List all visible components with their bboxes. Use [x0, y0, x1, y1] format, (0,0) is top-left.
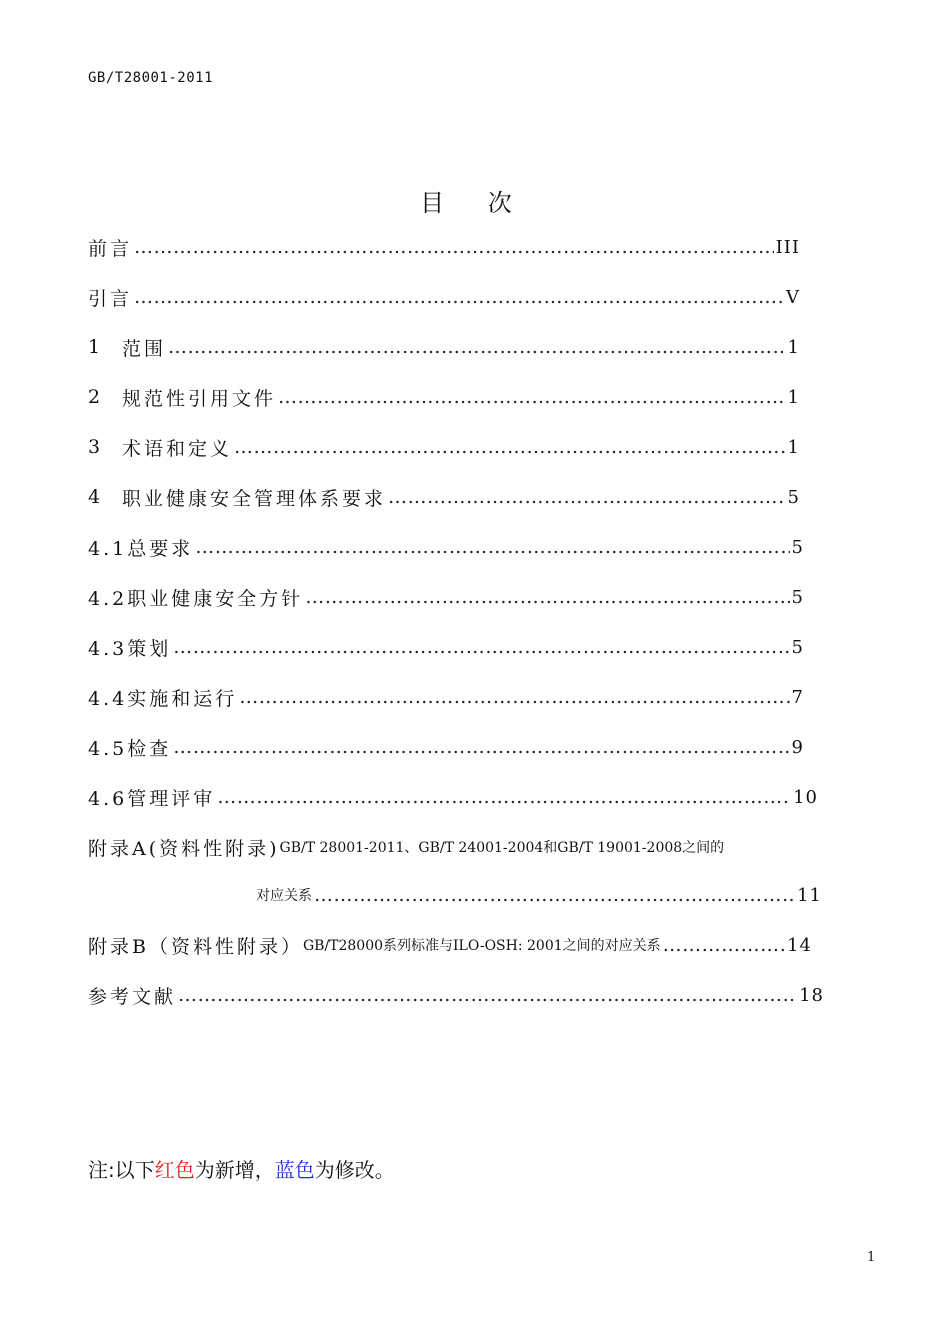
toc-entry-normative-references[interactable]: 2 规范性引用文件 ………………………………………………………………………………………………………………………………………………………………………………………… 1: [88, 380, 800, 414]
dot-leader: [305, 586, 789, 608]
toc-section-number: 2: [88, 386, 101, 408]
toc-section-number: 4: [88, 486, 101, 508]
dot-leader: [663, 934, 785, 956]
toc-section-number: 1: [88, 336, 101, 358]
toc-entry-scope[interactable]: 1 范围 ………………………………………………………………………………………………………………………………………………………………………………………… 1: [88, 330, 800, 364]
toc-entry-ohsms-requirements[interactable]: 4 职业健康安全管理体系要求 ………………………………………………………………………………………………………………………………………………………………………………………… 5: [88, 480, 800, 514]
toc-entry-introduction[interactable]: 引言 ………………………………………………………………………………………………………………………………………………………………………………………… V: [88, 280, 800, 314]
dot-leader: [168, 336, 786, 358]
dot-leader: [134, 286, 784, 308]
toc-page-number: 14: [787, 934, 812, 956]
toc-page-number: 18: [799, 984, 824, 1006]
toc-entry-4-3[interactable]: 4.3策划 ………………………………………………………………………………………………………………………………………………………………………………………… 5: [88, 630, 804, 664]
dot-leader: [388, 486, 786, 508]
page-number: 1: [867, 1250, 876, 1265]
toc-page-number: 10: [793, 786, 818, 808]
dot-leader: [314, 884, 795, 906]
toc-section-number: 3: [88, 436, 101, 458]
dot-leader: [173, 636, 789, 658]
color-legend-note: 注:以下红色为新增，蓝色为修改。: [88, 1158, 395, 1182]
toc-entry-appendix-a-continued[interactable]: 对应关系 ………………………………………………………………………………………………………………………………………………………………………………………… 11: [256, 878, 822, 912]
toc-page-number: 1: [787, 436, 800, 458]
toc-page-number: 5: [791, 586, 804, 608]
toc-entry-4-5[interactable]: 4.5检查 ………………………………………………………………………………………………………………………………………………………………………………………… 9: [88, 730, 804, 764]
toc-page-number: III: [775, 236, 800, 258]
blue-legend-text: 蓝色: [274, 1158, 315, 1182]
toc-page-number: 5: [787, 486, 800, 508]
toc-entry-4-1[interactable]: 4.1总要求 ………………………………………………………………………………………………………………………………………………………………………………………… 5: [88, 530, 804, 564]
toc-entry-appendix-a[interactable]: 附录A(资料性附录) GB/T 28001-2011、GB/T 24001-2004和GB/T 19001-2008之间的: [88, 837, 725, 860]
red-legend-text: 红色: [154, 1158, 195, 1182]
toc-page-number: 5: [791, 636, 804, 658]
appendix-a-description: GB/T 28001-2011、GB/T 24001-2004和GB/T 19001-2008之间的: [279, 840, 725, 856]
dot-leader: [195, 536, 789, 558]
toc-page-number: 7: [791, 686, 804, 708]
toc-entry-4-4[interactable]: 4.4实施和运行 ………………………………………………………………………………………………………………………………………………………………………………………… 7: [88, 680, 804, 714]
document-code-header: GB/T28001-2011: [88, 70, 214, 86]
toc-page-number: 11: [797, 884, 822, 906]
dot-leader: [173, 736, 789, 758]
dot-leader: [217, 786, 791, 808]
appendix-b-description: GB/T28000系列标准与ILO-OSH: 2001之间的对应关系: [302, 938, 661, 954]
toc-page-number: 1: [787, 386, 800, 408]
toc-page-number: V: [786, 286, 800, 308]
toc-page-number: 5: [791, 536, 804, 558]
dot-leader: [178, 984, 797, 1006]
toc-entry-appendix-b[interactable]: 附录B（资料性附录） GB/T28000系列标准与ILO-OSH: 2001之间的对应关系 ………………………………………………………………………………………………………………………………………………………………………………………… 14: [88, 928, 812, 962]
toc-entry-foreword[interactable]: 前言 ………………………………………………………………………………………………………………………………………………………………………………………… III: [88, 230, 800, 264]
dot-leader: [234, 436, 786, 458]
dot-leader: [134, 236, 774, 258]
toc-entry-4-6[interactable]: 4.6管理评审 ………………………………………………………………………………………………………………………………………………………………………………………… 10: [88, 780, 818, 814]
toc-entry-references[interactable]: 参考文献 ………………………………………………………………………………………………………………………………………………………………………………………… 18: [88, 978, 824, 1012]
toc-page-number: 1: [787, 336, 800, 358]
toc-entry-terms-definitions[interactable]: 3 术语和定义 ………………………………………………………………………………………………………………………………………………………………………………………… 1: [88, 430, 800, 464]
dot-leader: [239, 686, 789, 708]
toc-entry-4-2[interactable]: 4.2职业健康安全方针 ………………………………………………………………………………………………………………………………………………………………………………………… 5: [88, 580, 804, 614]
toc-page-number: 9: [791, 736, 804, 758]
dot-leader: [278, 386, 786, 408]
toc-title: 目 次: [420, 189, 530, 217]
